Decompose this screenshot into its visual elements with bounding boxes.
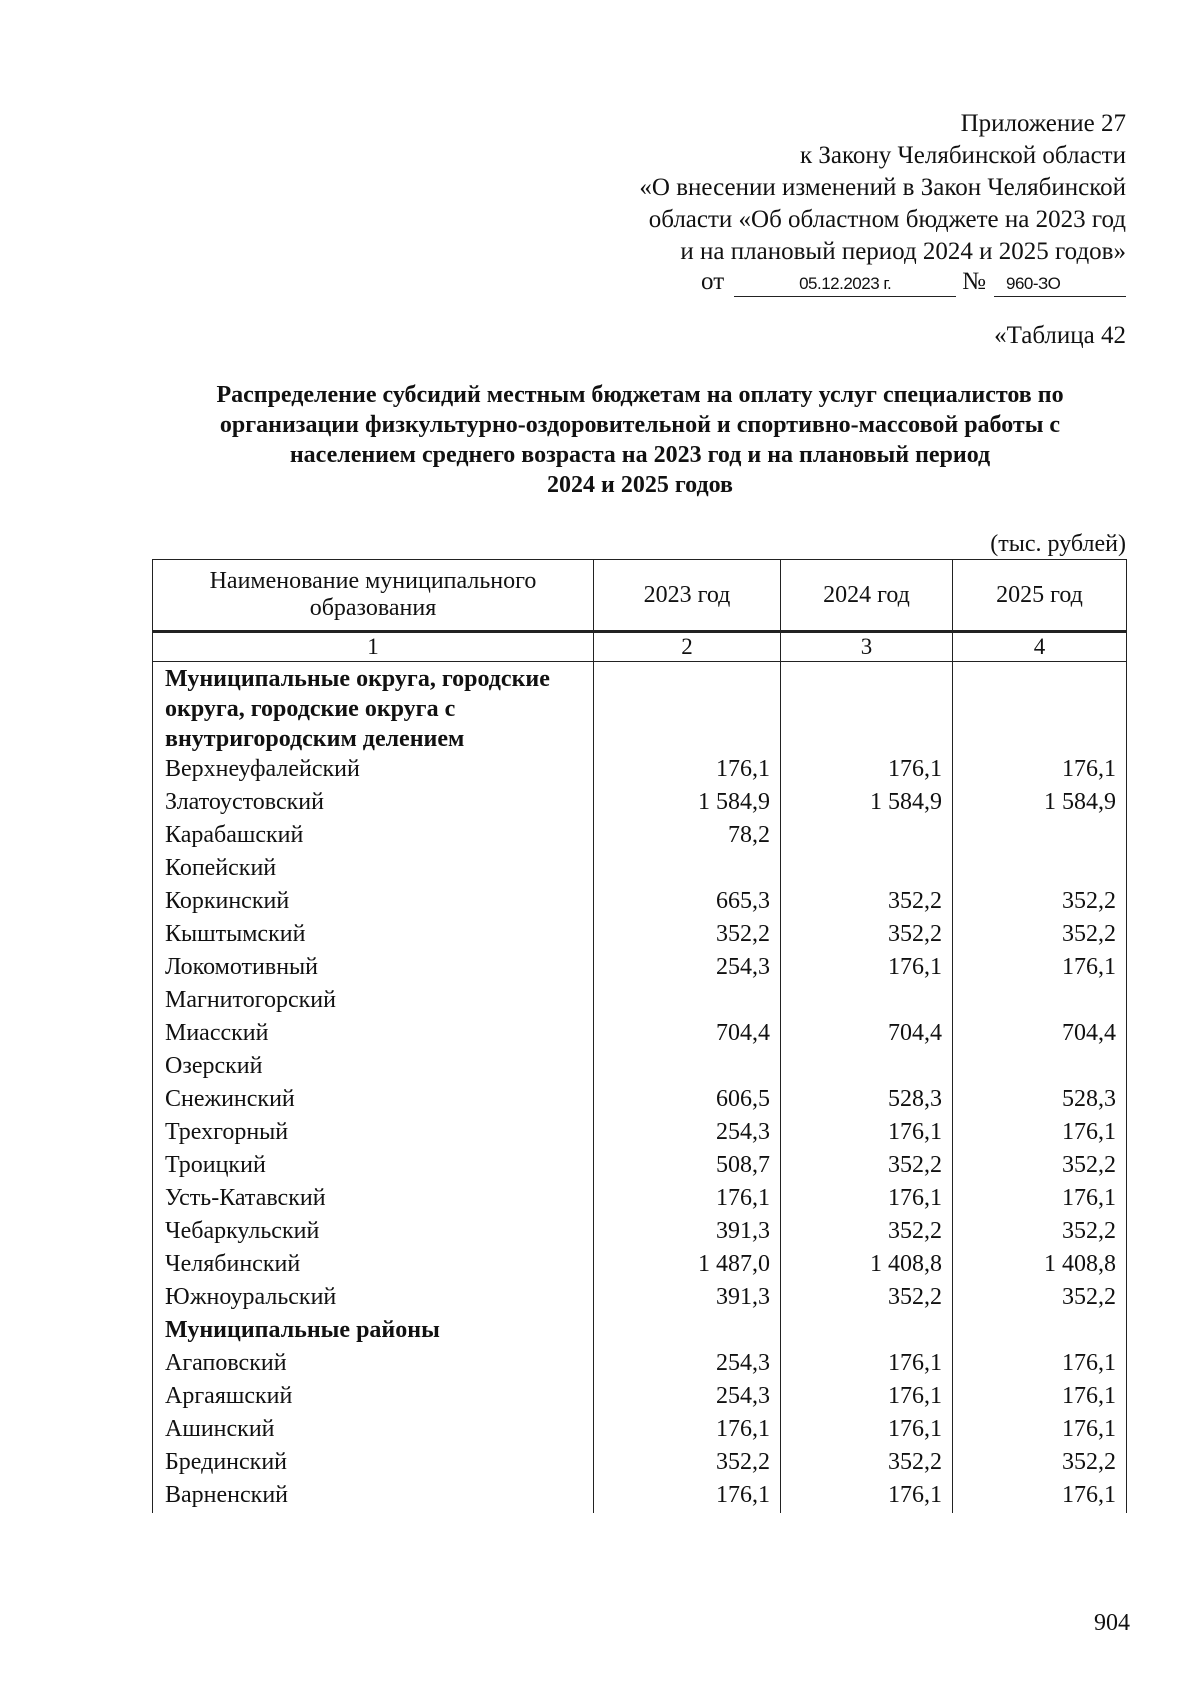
- column-header-2024: 2024 год: [781, 560, 953, 632]
- units-note: (тыс. рублей): [990, 531, 1126, 557]
- municipality-name: Коркинский: [153, 886, 594, 919]
- value-2023: 391,3: [594, 1282, 781, 1315]
- group-title: Муниципальные районы: [153, 1315, 594, 1348]
- municipality-name: Южноуральский: [153, 1282, 594, 1315]
- column-number-row: [153, 632, 1127, 662]
- value-2025: 352,2: [953, 1447, 1127, 1480]
- value-2023: 352,2: [594, 1447, 781, 1480]
- column-number: 1: [153, 632, 594, 662]
- value-2025: 352,2: [953, 886, 1127, 919]
- municipality-name: Челябинский: [153, 1249, 594, 1282]
- value-2025: [953, 820, 1127, 853]
- empty-cell: [953, 662, 1127, 755]
- municipality-name: Магнитогорский: [153, 985, 594, 1018]
- table-row: [153, 820, 1127, 853]
- value-2025: 176,1: [953, 1480, 1127, 1513]
- table-row: [153, 787, 1127, 820]
- municipality-name: Трехгорный: [153, 1117, 594, 1150]
- value-2023: 254,3: [594, 952, 781, 985]
- municipality-name: Миасский: [153, 1018, 594, 1051]
- table-label: «Таблица 42: [994, 322, 1126, 349]
- appendix-line: Приложение 27: [960, 110, 1126, 137]
- value-2024: 352,2: [781, 1282, 953, 1315]
- appendix-block: [639, 108, 1126, 298]
- municipality-name: Снежинский: [153, 1084, 594, 1117]
- value-2024: [781, 985, 953, 1018]
- column-number: 2: [594, 632, 781, 662]
- value-2023: 176,1: [594, 1183, 781, 1216]
- group-header-row: [153, 1315, 1127, 1348]
- value-2023: 176,1: [594, 754, 781, 787]
- table-row: [153, 1414, 1127, 1447]
- table-row: [153, 985, 1127, 1018]
- document-title: [150, 380, 1130, 500]
- number-prefix: №: [962, 268, 986, 295]
- column-number: 3: [781, 632, 953, 662]
- value-2023: 508,7: [594, 1150, 781, 1183]
- value-2025: 352,2: [953, 919, 1127, 952]
- municipality-name: Аргаяшский: [153, 1381, 594, 1414]
- value-2023: 78,2: [594, 820, 781, 853]
- appendix-line: и на плановый период 2024 и 2025 годов»: [680, 238, 1126, 265]
- value-2023: 1 487,0: [594, 1249, 781, 1282]
- value-2024: [781, 853, 953, 886]
- value-2023: 176,1: [594, 1414, 781, 1447]
- table-row: [153, 1084, 1127, 1117]
- value-2025: 176,1: [953, 754, 1127, 787]
- value-2024: 1 408,8: [781, 1249, 953, 1282]
- value-2025: 176,1: [953, 952, 1127, 985]
- municipality-name: Варненский: [153, 1480, 594, 1513]
- table-row: [153, 1216, 1127, 1249]
- empty-cell: [594, 1315, 781, 1348]
- municipality-name: Копейский: [153, 853, 594, 886]
- title-line: организации физкультурно-оздоровительной и спортивно-массовой работы с: [219, 412, 1061, 438]
- law-number: 960-ЗО: [994, 272, 1126, 297]
- value-2024: 704,4: [781, 1018, 953, 1051]
- municipality-name: Чебаркульский: [153, 1216, 594, 1249]
- table-row: [153, 1282, 1127, 1315]
- group-header-row: [153, 662, 1127, 755]
- municipality-name: Озерский: [153, 1051, 594, 1084]
- value-2024: 352,2: [781, 1216, 953, 1249]
- appendix-line: «О внесении изменений в Закон Челябинской: [639, 174, 1126, 201]
- value-2024: 176,1: [781, 1117, 953, 1150]
- page-number: 904: [1094, 1610, 1130, 1636]
- law-date-number-row: [639, 266, 1126, 298]
- value-2023: 606,5: [594, 1084, 781, 1117]
- table-row: [153, 853, 1127, 886]
- title-line: населением среднего возраста на 2023 год и на плановый период: [289, 442, 991, 468]
- value-2024: 352,2: [781, 886, 953, 919]
- column-header-2025: 2025 год: [953, 560, 1127, 632]
- value-2024: 176,1: [781, 952, 953, 985]
- date-prefix: от: [701, 268, 725, 295]
- value-2025: [953, 853, 1127, 886]
- value-2023: 254,3: [594, 1381, 781, 1414]
- value-2025: 176,1: [953, 1381, 1127, 1414]
- value-2025: [953, 985, 1127, 1018]
- municipality-name: Агаповский: [153, 1348, 594, 1381]
- value-2024: 352,2: [781, 1150, 953, 1183]
- table-row: [153, 952, 1127, 985]
- value-2024: 528,3: [781, 1084, 953, 1117]
- value-2024: 176,1: [781, 1183, 953, 1216]
- value-2025: 1 408,8: [953, 1249, 1127, 1282]
- appendix-line: к Закону Челябинской области: [800, 142, 1126, 169]
- table-row: [153, 1348, 1127, 1381]
- value-2023: 391,3: [594, 1216, 781, 1249]
- table-row: [153, 1018, 1127, 1051]
- value-2025: 176,1: [953, 1348, 1127, 1381]
- value-2024: 176,1: [781, 1348, 953, 1381]
- table-body: [153, 662, 1127, 1514]
- value-2024: 1 584,9: [781, 787, 953, 820]
- empty-cell: [953, 1315, 1127, 1348]
- title-line: Распределение субсидий местным бюджетам на оплату услуг специалистов по: [216, 382, 1064, 408]
- value-2023: 176,1: [594, 1480, 781, 1513]
- value-2024: 176,1: [781, 1414, 953, 1447]
- value-2024: 352,2: [781, 1447, 953, 1480]
- table-row: [153, 1381, 1127, 1414]
- column-header-name: Наименование муниципального образования: [153, 560, 594, 632]
- value-2025: 176,1: [953, 1414, 1127, 1447]
- empty-cell: [781, 1315, 953, 1348]
- empty-cell: [594, 662, 781, 755]
- value-2023: 352,2: [594, 919, 781, 952]
- value-2025: 176,1: [953, 1183, 1127, 1216]
- value-2024: 176,1: [781, 1480, 953, 1513]
- empty-cell: [781, 662, 953, 755]
- municipality-name: Златоустовский: [153, 787, 594, 820]
- value-2025: 352,2: [953, 1216, 1127, 1249]
- value-2023: 1 584,9: [594, 787, 781, 820]
- appendix-line: области «Об областном бюджете на 2023 год: [648, 206, 1126, 233]
- table-row: [153, 1480, 1127, 1513]
- table-row: [153, 1249, 1127, 1282]
- municipality-name: Усть-Катавский: [153, 1183, 594, 1216]
- municipality-name: Локомотивный: [153, 952, 594, 985]
- table-row: [153, 1183, 1127, 1216]
- municipality-name: Кыштымский: [153, 919, 594, 952]
- value-2024: 352,2: [781, 919, 953, 952]
- value-2025: 1 584,9: [953, 787, 1127, 820]
- municipality-name: Брединский: [153, 1447, 594, 1480]
- value-2023: [594, 853, 781, 886]
- table-header-row: [153, 560, 1127, 632]
- value-2025: [953, 1051, 1127, 1084]
- table-row: [153, 754, 1127, 787]
- municipality-name: Верхнеуфалейский: [153, 754, 594, 787]
- column-number: 4: [953, 632, 1127, 662]
- municipality-name: Троицкий: [153, 1150, 594, 1183]
- subsidy-table: [152, 559, 1127, 1513]
- value-2025: 352,2: [953, 1282, 1127, 1315]
- value-2023: [594, 985, 781, 1018]
- value-2023: 254,3: [594, 1348, 781, 1381]
- value-2025: 704,4: [953, 1018, 1127, 1051]
- value-2025: 528,3: [953, 1084, 1127, 1117]
- value-2024: [781, 1051, 953, 1084]
- table-row: [153, 919, 1127, 952]
- value-2024: [781, 820, 953, 853]
- table-row: [153, 1447, 1127, 1480]
- value-2023: 254,3: [594, 1117, 781, 1150]
- group-title: Муниципальные округа, городские округа, городские округа с внутригородским делением: [153, 662, 594, 755]
- value-2025: 352,2: [953, 1150, 1127, 1183]
- column-header-2023: 2023 год: [594, 560, 781, 632]
- table-row: [153, 1051, 1127, 1084]
- table-row: [153, 1117, 1127, 1150]
- title-line: 2024 и 2025 годов: [547, 472, 733, 498]
- value-2023: 665,3: [594, 886, 781, 919]
- table-row: [153, 886, 1127, 919]
- law-date: 05.12.2023 г.: [734, 272, 956, 297]
- value-2023: [594, 1051, 781, 1084]
- municipality-name: Ашинский: [153, 1414, 594, 1447]
- municipality-name: Карабашский: [153, 820, 594, 853]
- value-2025: 176,1: [953, 1117, 1127, 1150]
- value-2024: 176,1: [781, 1381, 953, 1414]
- table-row: [153, 1150, 1127, 1183]
- value-2023: 704,4: [594, 1018, 781, 1051]
- value-2024: 176,1: [781, 754, 953, 787]
